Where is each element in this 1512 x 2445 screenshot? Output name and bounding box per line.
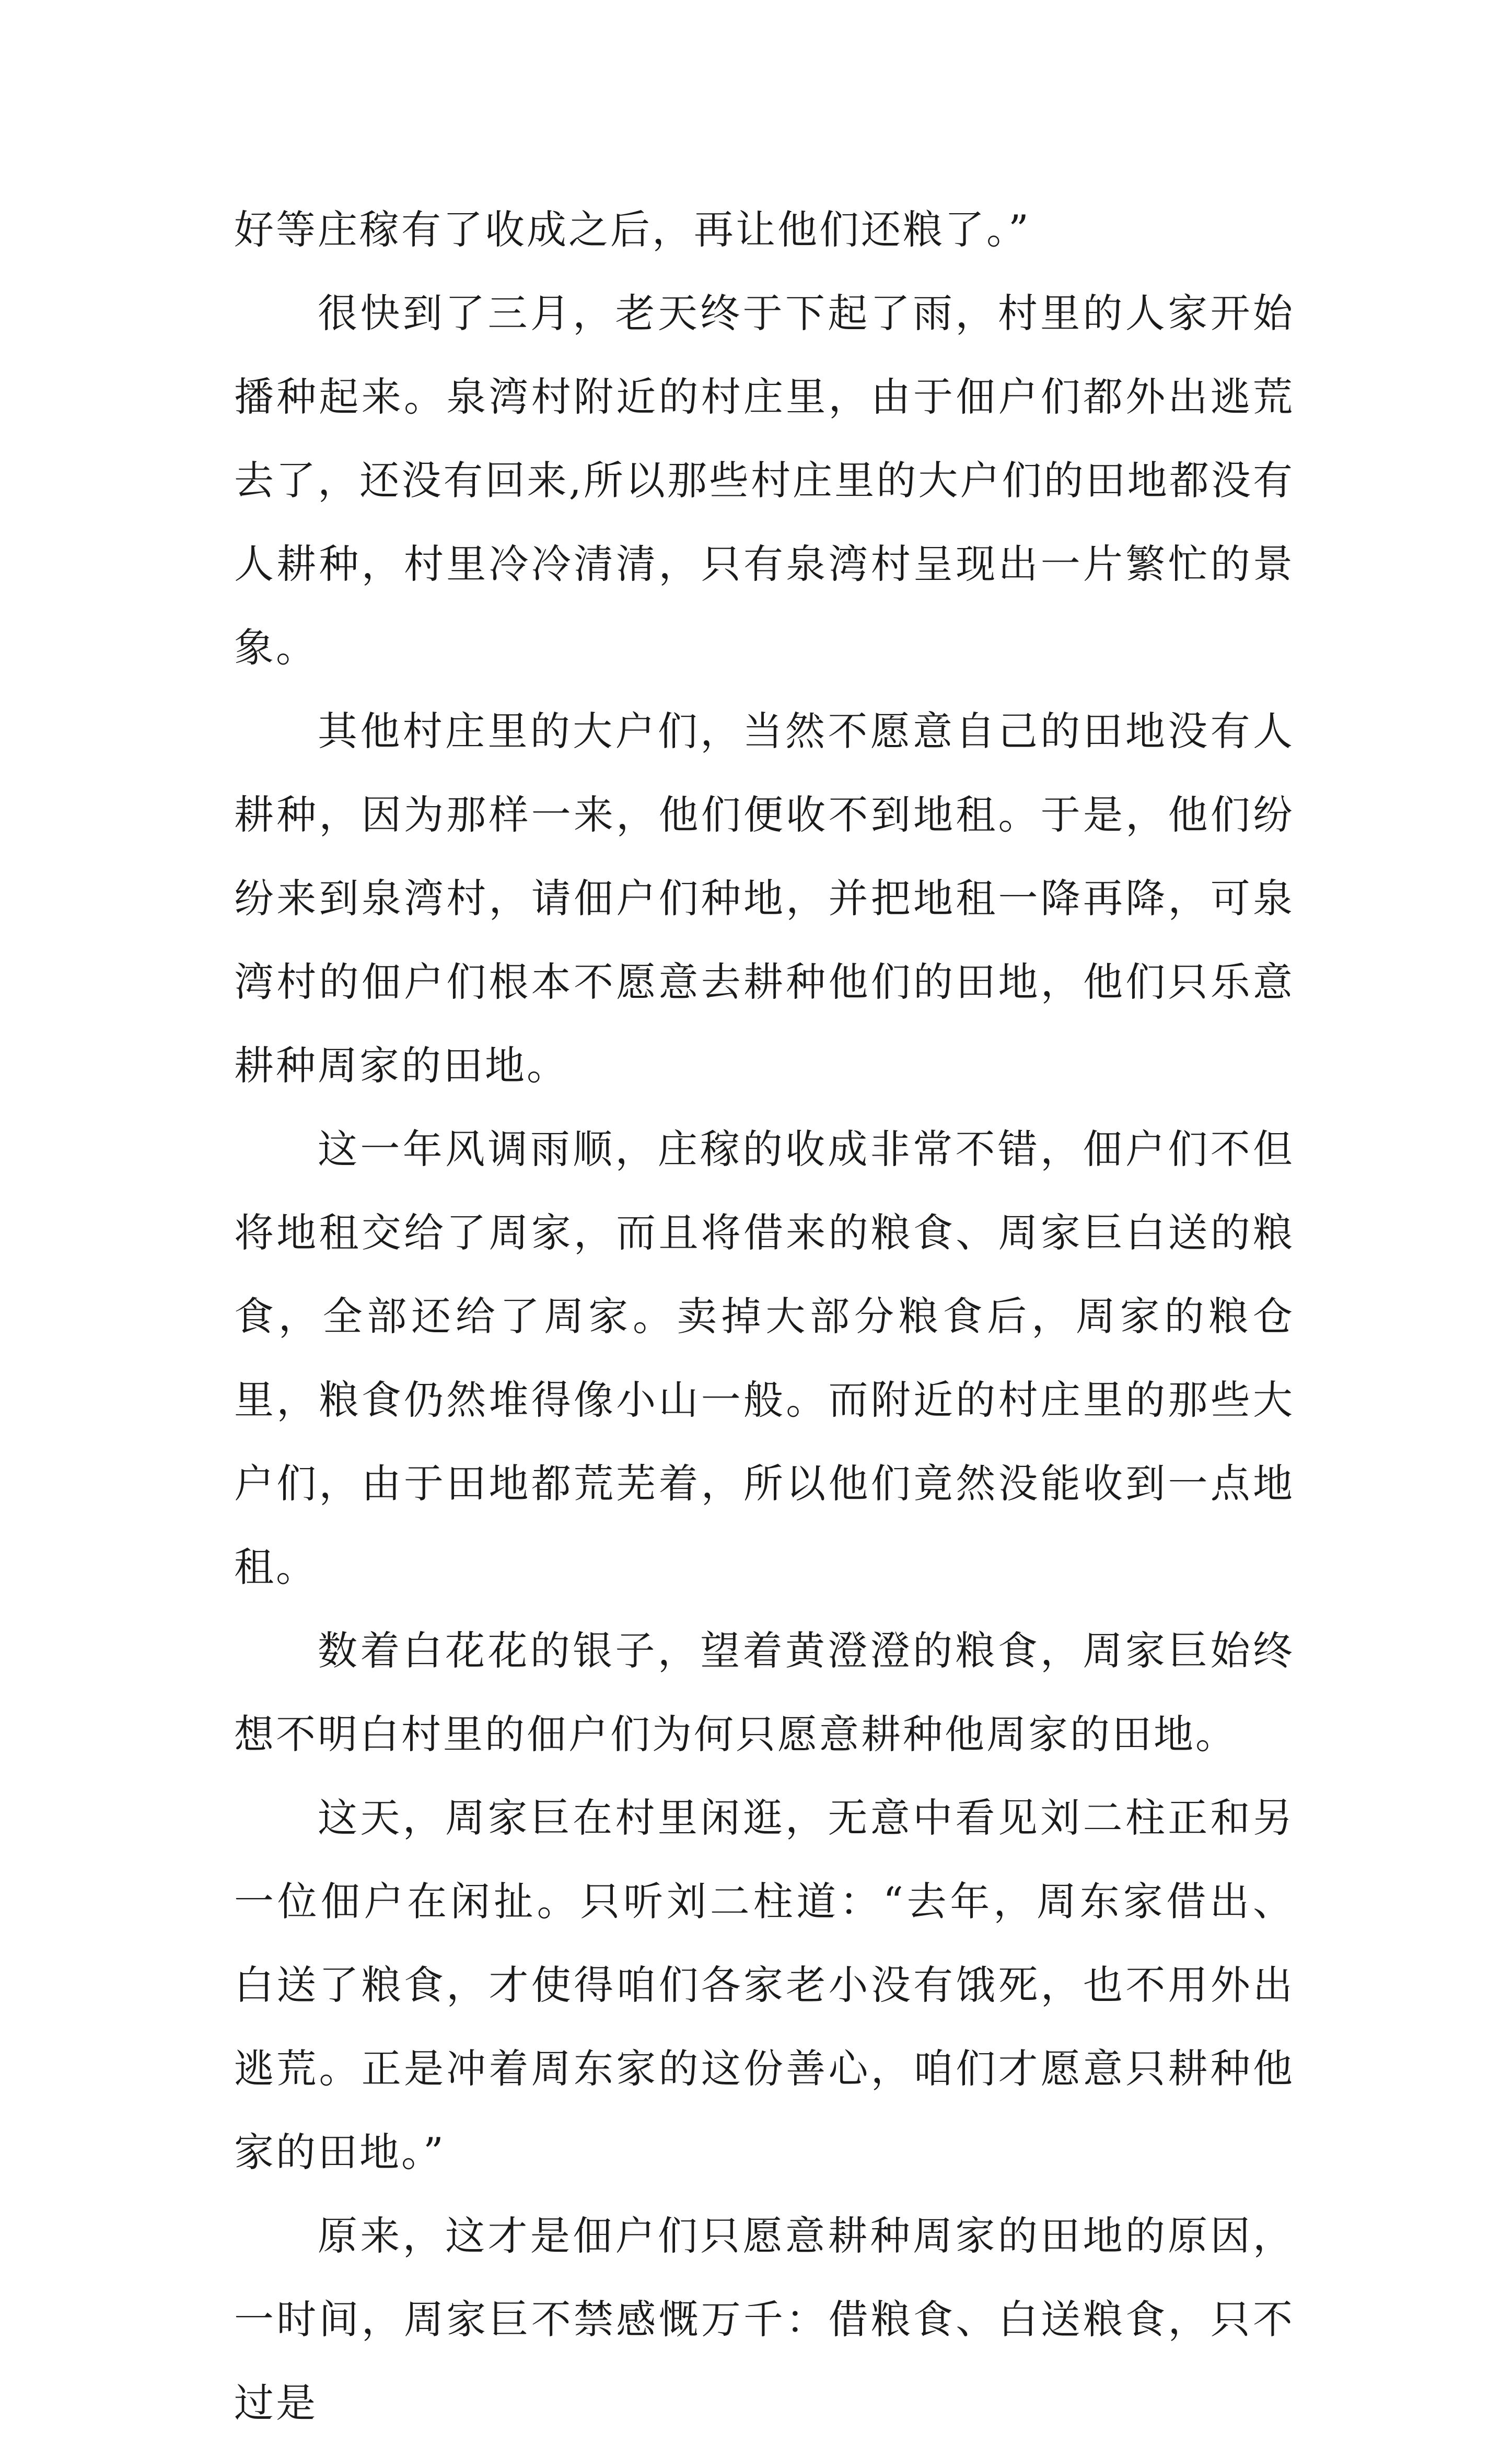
paragraph-4: 这一年风调雨顺，庄稼的收成非常不错，佃户们不但将地租交给了周家，而且将借来的粮食、周家巨白送的粮食，全部还给了周家。卖掉大部分粮食后，周家的粮仓里，粮食仍然堆得像小山一般。而附近的村庄里的那些大户们，由于田地都荒芜着，所以他们竟然没能收到一点地租。 bbox=[234, 1126, 1295, 1590]
paragraph-2: 很快到了三月，老天终于下起了雨，村里的人家开始播种起来。泉湾村附近的村庄里，由于佃户们都外出逃荒去了，还没有回来,所以那些村庄里的大户们的田地都没有人耕种，村里冷冷清清，只有泉湾村呈现出一片繁忙的景象。 bbox=[234, 290, 1295, 671]
paragraph-7: 原来，这才是佃户们只愿意耕种周家的田地的原因，一时间，周家巨不禁感慨万千：借粮食、白送粮食，只不过是 bbox=[234, 2213, 1295, 2426]
paragraph-3: 其他村庄里的大户们，当然不愿意自己的田地没有人耕种，因为那样一来，他们便收不到地租。于是，他们纷纷来到泉湾村，请佃户们种地，并把地租一降再降，可泉湾村的佃户们根本不愿意去耕种他们的田地，他们只乐意耕种周家的田地。 bbox=[234, 708, 1295, 1089]
body-text bbox=[234, 188, 1295, 2445]
paragraph-6: 这天，周家巨在村里闲逛，无意中看见刘二柱正和另一位佃户在闲扯。只听刘二柱道：“去年，周东家借出、白送了粮食，才使得咱们各家老小没有饿死，也不用外出逃荒。正是冲着周东家的这份善心，咱们才愿意只耕种他家的田地。” bbox=[234, 1795, 1295, 2175]
paragraph-1: 好等庄稼有了收成之后，再让他们还粮了。” bbox=[234, 206, 1031, 253]
paragraph-5: 数着白花花的银子，望着黄澄澄的粮食，周家巨始终想不明白村里的佃户们为何只愿意耕种他周家的田地。 bbox=[234, 1627, 1295, 1757]
